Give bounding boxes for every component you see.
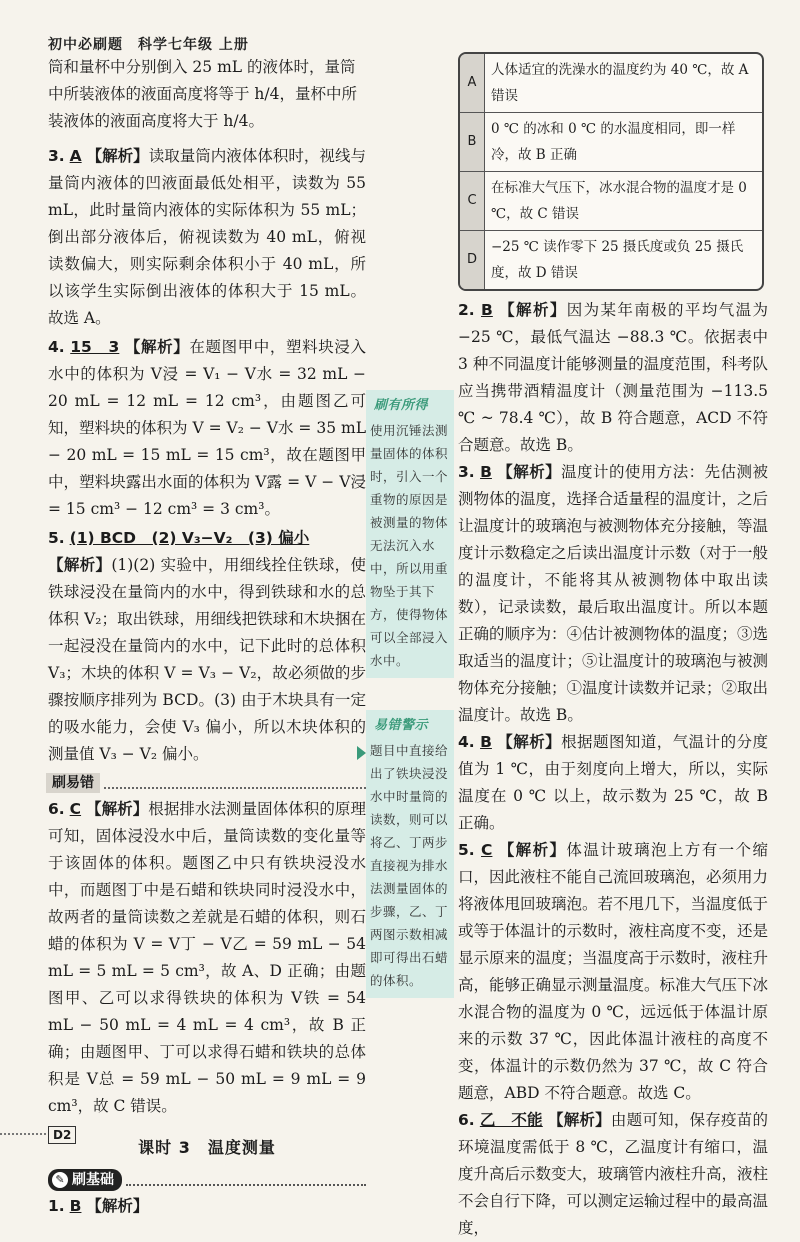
table-row — [460, 231, 762, 289]
arrow-icon — [357, 746, 366, 760]
section-badge — [48, 1169, 122, 1191]
question-number: 5. — [48, 529, 65, 547]
answer-choice: 15 3 — [70, 338, 120, 356]
page-dotted-line — [0, 1133, 46, 1135]
row-key: A — [460, 54, 485, 112]
question-number: 4. — [458, 733, 475, 751]
answer-choice: B — [481, 301, 493, 319]
answer-q4 — [48, 334, 366, 523]
analysis-tag: 【解析】 — [48, 556, 112, 574]
right-column — [458, 52, 768, 1242]
question-number: 3. — [458, 463, 475, 481]
intro-line: 筒和量杯中分别倒入 25 mL 的液体时，量筒 — [48, 58, 356, 76]
dotted-divider — [126, 1174, 366, 1186]
analysis-text: 根据题图知道，气温计的分度值为 1 ℃，由于刻度向上增大，所以，实际温度在 0 ℃ 以上，故示数为 25 ℃，故 B 正确。 — [458, 733, 768, 832]
question-number: 2. — [458, 301, 475, 319]
answer-r4 — [458, 729, 768, 837]
analysis-text: 根据排水法测量固体体积的原理可知，固体浸没水中后，量筒读数的变化量等于该固体的体积。题图乙中只有铁块浸没水中，而题图丁中是石蜡和铁块同时浸没水中，故两者的量筒读数之差就是石蜡的体积，则石蜡的体积为 V = V丁 − V乙 = 59 mL − 54 mL = 5 mL = 5 cm³，故 A、D 正确；由题图甲、乙可以求得铁块的体积为 V铁 = 54 mL − 50 mL = 4 mL = 4 cm³，故 B 正确；由题图甲、丁可以求得石蜡和铁块的总体积是 V总 = 59 mL − 50 mL = 9 mL = 9 cm³，故 C 错误。 — [48, 800, 366, 1115]
analysis-tag: 【解析】 — [497, 733, 562, 751]
note-text: 使用沉锤法测量固体的体积时，引入一个重物的原因是被测量的物体无法沉入水中，所以用重物坠于其下方，使得物体可以全部浸入水中。 — [370, 423, 449, 668]
answer-choice: (1) BCD (2) V₃−V₂ (3) 偏小 — [69, 529, 310, 547]
answer-choice: B — [69, 1197, 82, 1215]
analysis-tag: 【解析】 — [86, 1197, 149, 1215]
table-row — [460, 113, 762, 172]
question-number: 3. — [48, 147, 65, 165]
section-label: 刷易错 — [46, 773, 100, 793]
intro-line: 装液体的液面高度将大于 h/4。 — [48, 112, 264, 130]
analysis-text: 由题可知，保存疫苗的环境温度需低于 8 ℃，乙温度计有缩口，温度升高后示数变大，玻璃管内液柱升高，液柱不会自行下降，可以测定运输过程中的最高温度， — [458, 1111, 769, 1237]
note-title: 易错警示 — [374, 718, 429, 733]
answer-choice: A — [69, 147, 82, 165]
row-key: D — [460, 231, 485, 289]
analysis-text: 在题图甲中，塑料块浸入水中的体积为 V浸 = V₁ − V水 = 32 mL − 20 mL = 12 mL = 12 cm³，由题图乙可知，塑料块的体积为 V = V₂ − V水 = 35 mL − 20 mL = 15 mL = 15 cm³，故在题图甲中，塑料块露出水面的体积为 V露 = V − V浸 = 15 cm³ − 12 cm³ = 3 cm³。 — [48, 338, 366, 518]
analysis-text: 读取量筒内液体体积时，视线与量筒内液体的凹液面最低处相平，读数为 55 mL，此时量筒内液体的实际体积为 55 mL；倒出部分液体后，俯视读数为 40 mL，俯视读数偏大，则实际剩余体积小于 40 mL，所以该学生实际倒出液体的体积大于 15 mL。故选 A。 — [48, 147, 366, 327]
row-text: −25 ℃ 读作零下 25 摄氏度或负 25 摄氏度，故 D 错误 — [491, 239, 744, 281]
page-header: 初中必刷题 科学七年级 上册 — [48, 37, 249, 53]
note-text: 题目中直接给出了铁块浸没水中时量筒的读数，则可以将乙、丁两步直接视为排水法测量固体的步骤，乙、丁两图示数相减即可得出石蜡的体积。 — [370, 743, 449, 988]
question-number: 6. — [48, 800, 65, 818]
analysis-text: (1)(2) 实验中，用细线拴住铁球，使铁球浸没在量筒内的水中，得到铁球和水的总体积 V₂；取出铁球，用细线把铁球和木块捆在一起浸没在量筒内的水中，记下此时的总体积 V₃；木块的体积 V = V₃ − V₂，故必须做的步骤按顺序排列为 BCD。(3) 由于木块具有一定的吸水能力，会使 V₃ 偏小，所以木块体积的测量值 V₃ − V₂ 偏小。 — [48, 556, 366, 763]
answer-r2 — [458, 297, 768, 459]
table-row — [460, 172, 762, 231]
analysis-tag: 【解析】 — [547, 1111, 611, 1129]
note-gains — [366, 390, 454, 678]
question-number: 1. — [48, 1197, 65, 1215]
row-text: 人体适宜的洗澡水的温度约为 40 ℃，故 A 错误 — [491, 62, 749, 104]
lesson-title: 课时 3 温度测量 — [138, 1138, 276, 1157]
answer-choice: B — [480, 463, 492, 481]
answer-r5 — [458, 837, 768, 1107]
analysis-text: 因为某年南极的平均气温为 −25 ℃，最低气温达 −88.3 ℃。依据表中 3 种不同温度计能够测量的温度范围，科考队应当携带酒精温度计（测量范围为 −113.5 ℃ ~ 78.4 ℃），故 B 符合题意，ACD 不符合题意。故选 B。 — [458, 301, 768, 454]
section-mistakes — [46, 772, 366, 794]
table-row — [460, 54, 762, 113]
answer-q3 — [48, 143, 366, 332]
answer-q6 — [48, 796, 366, 1120]
answer-r6 — [458, 1107, 768, 1242]
answer-q5 — [48, 525, 366, 768]
intro-line: 中所装液体的液面高度将等于 h/4，量杯中所 — [48, 85, 357, 103]
analysis-tag: 【解析】 — [499, 301, 567, 319]
dotted-divider — [104, 777, 366, 789]
row-text: 在标准大气压下，冰水混合物的温度才是 0 ℃，故 C 错误 — [491, 180, 747, 222]
question-number: 4. — [48, 338, 65, 356]
side-notes — [366, 390, 454, 998]
question-number: 6. — [458, 1111, 475, 1129]
note-title: 刷有所得 — [374, 398, 429, 413]
question-number: 5. — [458, 841, 475, 859]
pen-icon: ✎ — [52, 1172, 68, 1188]
note-warning — [366, 710, 454, 998]
answer-q1 — [48, 1193, 366, 1220]
analysis-text: 体温计玻璃泡上方有一个缩口，因此液柱不能自己流回玻璃泡，必须用力将液体甩回玻璃泡。若不甩几下，当温度低于或等于体温计的示数时，液柱高度不变，还是显示原来的温度；当温度高于示数时，液柱升高，能够正确显示测量温度。标准大气压下冰水混合物的温度为 0 ℃，远远低于体温计原来的示数 37 ℃，因此体温计液柱的高度不变，体温计的示数仍然为 37 ℃，故 C 符合题意，ABD 不符合题意。故选 C。 — [458, 841, 769, 1102]
analysis-tag: 【解析】 — [86, 800, 149, 818]
answer-r3 — [458, 459, 768, 729]
section-label: 刷基础 — [72, 1172, 114, 1188]
answer-choice: 乙 不能 — [479, 1111, 543, 1129]
answer-choice: B — [480, 733, 492, 751]
analysis-tag: 【解析】 — [497, 463, 562, 481]
options-table — [458, 52, 764, 291]
row-text: 0 ℃ 的冰和 0 ℃ 的水温度相同，即一样冷，故 B 正确 — [491, 121, 736, 163]
answer-choice: C — [69, 800, 82, 818]
row-key: B — [460, 113, 485, 171]
analysis-tag: 【解析】 — [124, 338, 190, 356]
answer-choice: C — [481, 841, 493, 859]
left-column — [48, 54, 366, 1220]
analysis-text: 温度计的使用方法：先估测被测物体的温度，选择合适量程的温度计，之后让温度计的玻璃泡与被测物体充分接触，等温度计示数稳定之后读出温度计示数（对于一般的温度计，不能将其从被测物体中取出读数），记录读数，最后取出温度计。所以本题正确的顺序为：④估计被测物体的温度；③选取适当的温度计；⑤让温度计的玻璃泡与被测物体充分接触；①温度计读数并记录；②取出温度计。故选 B。 — [458, 463, 769, 724]
row-key: C — [460, 172, 485, 230]
analysis-tag: 【解析】 — [498, 841, 567, 859]
section-basics — [48, 1169, 366, 1191]
analysis-tag: 【解析】 — [86, 147, 149, 165]
page-number: D2 — [48, 1126, 76, 1144]
